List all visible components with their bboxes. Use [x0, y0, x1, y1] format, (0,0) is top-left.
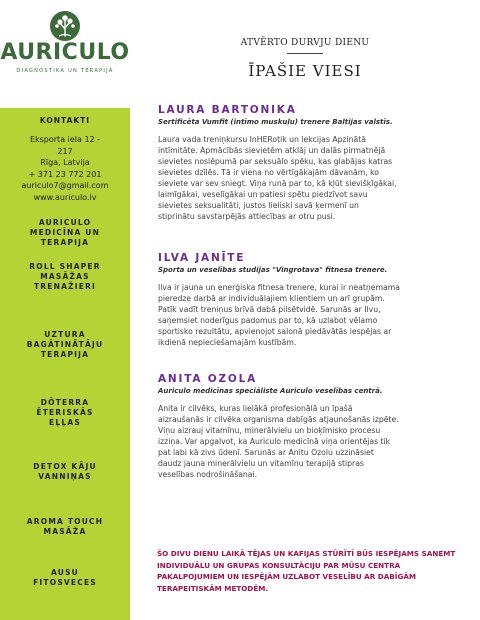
guest-bio: Ilva ir jauna un enerģiska fitnesa trenere, kurai ir neatņemama pieredze darbā ar individuālajiem klientiem un arī grupām. Patīk vadīt treniņus brīvā dabā pilsētvidē. Sarunās ar Ilvu, saņemsiet noderīgus padomus par to, kā uzlabot vēlamo sportisko rezultātu, apvienojot salonā piedāvātās iespējas ar ikdienā nepieciešamajām kustībām.	[158, 283, 400, 347]
guest-card	[158, 252, 458, 348]
guest-card	[158, 104, 458, 222]
service-item: AUSU FITOSVECES	[33, 568, 97, 587]
service-item: AURICULO MEDICĪNA UN TERAPIJA	[29, 218, 101, 247]
service-item: DŌTERRA ĒTERISKĀS EĻĻAS	[36, 398, 94, 427]
guest-bio: Laura vada treniņkursu InHERotik un lekcijas Apzinātā intīmitāte. Apmācībās sievietēm atklāj un dalās pirmatnējā sievietes noslēpumā par seksuālo spēku, kas glabājas katras sievietes dzīlēs. Tā ir viena no vērtīgākajām dāvanām, ko sieviete var sev sniegt. Viņa runā par to, kā kļūt sievišķīgākai, laimīgākai, veselīgākai un patiesi spētu piedzīvot savu sievietes seksualitāti, justos lieliski savā ķermenī un stiprinātu savstarpējās attiecības ar otru pusi.	[158, 135, 397, 221]
service-item: AROMA TOUCH MASĀŽA	[26, 517, 104, 536]
logo-tagline: DIAGNOSTIKA UN TERAPIJA	[16, 68, 114, 74]
guest-title: Auriculo medicīnas speciāliste Auriculo veselības centrā.	[158, 387, 383, 395]
logo-name: AURICULO	[0, 40, 130, 65]
main-content	[130, 0, 480, 620]
contacts-block	[8, 134, 122, 203]
guest-name: ILVA JANĪTE	[158, 252, 246, 264]
guest-bio: Anita ir cilvēks, kuras lielākā profesionālā un īpašā aizraušanās ir cilvēka organisma dabīgās atjaunošanās izpēte. Viņu aizrauj vitamīnu, minerālvielu un bioķīmisko procesu izziņa. Var apgalvot, ka Auriculo medicīnā viņa orientējas tik pat labi kā zivs ūdenī. Sarunās ar Anitu Ozolu uzzināsiet daudz jauna minerālvielu un vitamīnu terapijā stipras veselības nodrošināšanai.	[158, 404, 399, 479]
guest-name: LAURA BARTONIKA	[158, 104, 297, 116]
city: Rīga, Latvija	[40, 158, 90, 167]
event-label: ATVĒRTO DURVJU DIENU	[240, 38, 370, 48]
guest-title: Sertificēta Vumfit (intīmo muskuļu) trenere Baltijas valstīs.	[158, 118, 393, 126]
address-line-1: Eksporta iela 12 -	[29, 135, 101, 144]
website-link[interactable]: www.auriculo.lv	[33, 192, 97, 202]
guest-name: ANITA OZOLA	[158, 373, 258, 385]
address-line-2: 217	[57, 146, 73, 156]
guest-card	[158, 373, 458, 480]
contacts-heading: KONTAKTI	[39, 116, 91, 125]
email-link[interactable]: auriculo7@gmail.com	[21, 181, 109, 190]
service-item: UZTURA BAGĀTINĀTĀJU TERAPIJA	[26, 330, 104, 359]
sidebar	[0, 0, 130, 620]
service-item: ROLL SHAPER MASĀŽAS TRENAŽIERI	[29, 262, 101, 291]
logo	[0, 0, 130, 90]
divider	[287, 53, 323, 54]
tree-icon	[49, 10, 81, 42]
phone[interactable]: + 371 23 772 201	[28, 169, 102, 179]
consultation-notice: ŠO DIVU DIENU LAIKĀ TĒJAS UN KAFIJAS STŪRĪTĪ BŪS IESPĒJAMS SAŅEMT INDIVIDUĀLU UN GRUPAS KONSULTĀCIJU PAR MŪSU CENTRA PAKALPOJUMIEM UN IESPĒJĀM UZLABOT VESELĪBU AR DABĪGĀM TERAPEITISKĀM METODĒM.	[157, 549, 456, 593]
guest-title: Sporta un veselības studijas "Vingrotava" fitnesa trenere.	[158, 266, 388, 274]
service-item: DETOX KĀJU VANNIŅAS	[33, 462, 97, 481]
page-title: ĪPAŠIE VIESI	[248, 62, 362, 80]
